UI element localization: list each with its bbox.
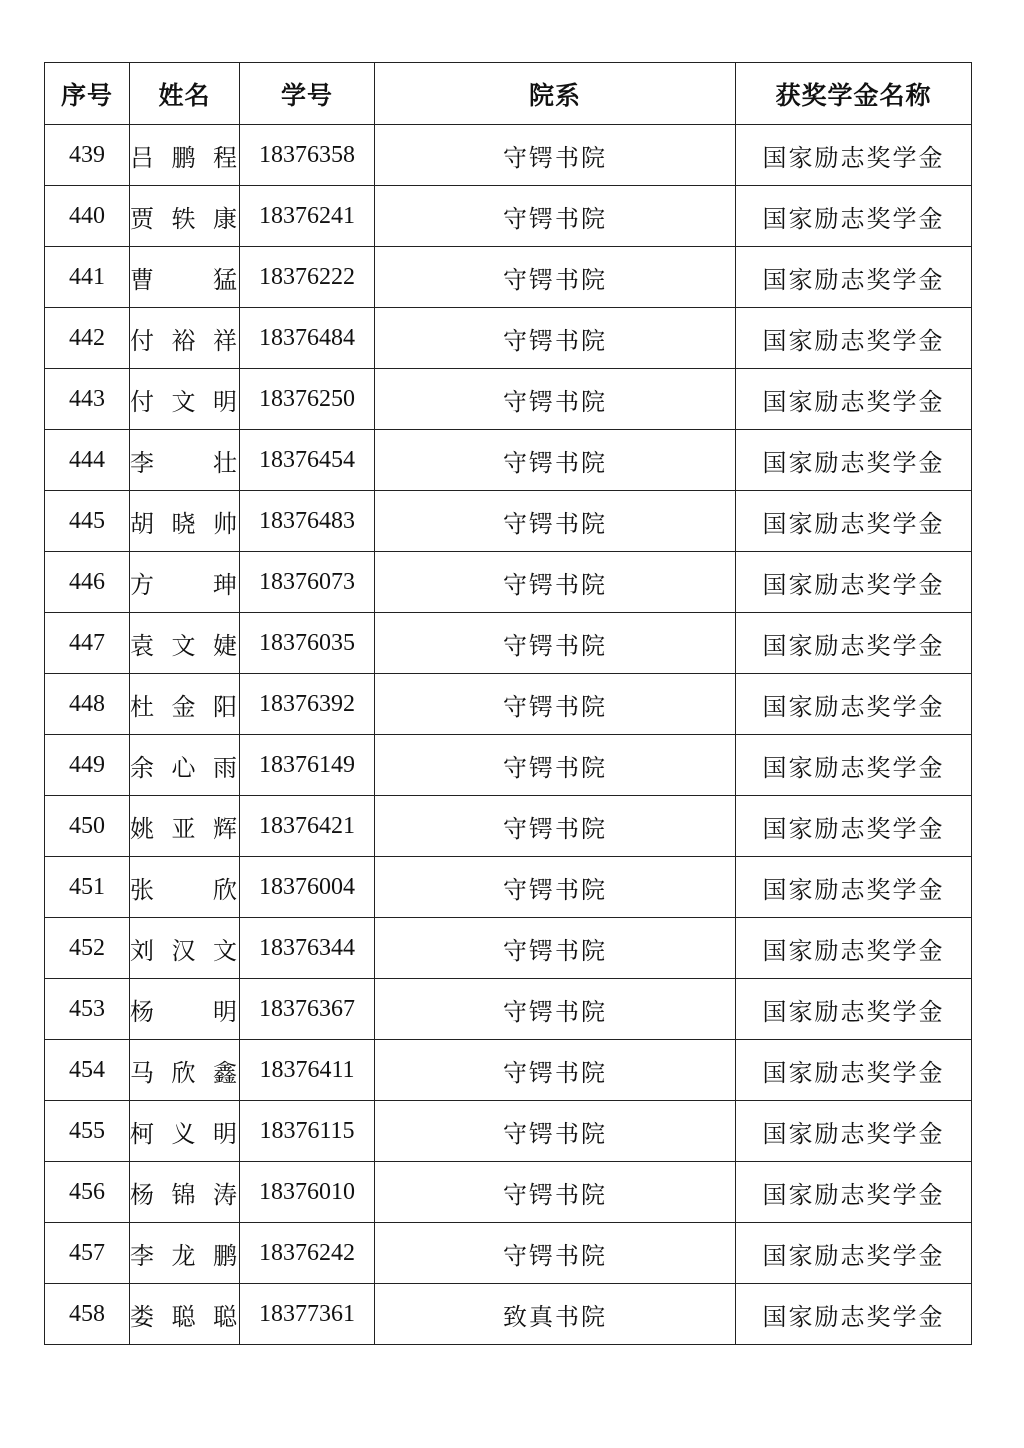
cell-student-id: 18376010 xyxy=(240,1162,375,1223)
cell-name: 李龙鹏 xyxy=(130,1223,240,1284)
cell-college: 守锷书院 xyxy=(375,674,736,735)
cell-index: 455 xyxy=(45,1101,130,1162)
cell-college: 守锷书院 xyxy=(375,308,736,369)
cell-name: 袁文婕 xyxy=(130,613,240,674)
cell-college: 守锷书院 xyxy=(375,735,736,796)
cell-index: 443 xyxy=(45,369,130,430)
cell-college: 守锷书院 xyxy=(375,1040,736,1101)
cell-index: 445 xyxy=(45,491,130,552)
cell-student-id: 18376392 xyxy=(240,674,375,735)
cell-index: 449 xyxy=(45,735,130,796)
table-row xyxy=(45,1223,972,1284)
cell-index: 442 xyxy=(45,308,130,369)
cell-index: 451 xyxy=(45,857,130,918)
cell-name: 付裕祥 xyxy=(130,308,240,369)
table-row xyxy=(45,308,972,369)
cell-index: 456 xyxy=(45,1162,130,1223)
cell-award: 国家励志奖学金 xyxy=(736,796,972,857)
header-college: 院系 xyxy=(375,63,736,125)
cell-award: 国家励志奖学金 xyxy=(736,308,972,369)
cell-student-id: 18376222 xyxy=(240,247,375,308)
header-name: 姓名 xyxy=(130,63,240,125)
cell-name: 付文明 xyxy=(130,369,240,430)
cell-name: 张 欣 xyxy=(130,857,240,918)
table-body xyxy=(45,125,972,1345)
header-award: 获奖学金名称 xyxy=(736,63,972,125)
cell-award: 国家励志奖学金 xyxy=(736,735,972,796)
table-row xyxy=(45,552,972,613)
table-row xyxy=(45,857,972,918)
cell-award: 国家励志奖学金 xyxy=(736,613,972,674)
cell-student-id: 18376149 xyxy=(240,735,375,796)
table-row xyxy=(45,735,972,796)
cell-student-id: 18376454 xyxy=(240,430,375,491)
cell-index: 446 xyxy=(45,552,130,613)
cell-index: 440 xyxy=(45,186,130,247)
cell-college: 守锷书院 xyxy=(375,857,736,918)
cell-index: 457 xyxy=(45,1223,130,1284)
scholarship-table xyxy=(44,62,972,1345)
cell-index: 458 xyxy=(45,1284,130,1345)
cell-college: 守锷书院 xyxy=(375,918,736,979)
table-row xyxy=(45,1162,972,1223)
cell-award: 国家励志奖学金 xyxy=(736,1284,972,1345)
cell-college: 守锷书院 xyxy=(375,430,736,491)
cell-award: 国家励志奖学金 xyxy=(736,857,972,918)
cell-index: 452 xyxy=(45,918,130,979)
cell-college: 守锷书院 xyxy=(375,552,736,613)
table-row xyxy=(45,491,972,552)
cell-student-id: 18376250 xyxy=(240,369,375,430)
cell-award: 国家励志奖学金 xyxy=(736,186,972,247)
cell-index: 439 xyxy=(45,125,130,186)
cell-name: 方 珅 xyxy=(130,552,240,613)
cell-award: 国家励志奖学金 xyxy=(736,1223,972,1284)
cell-award: 国家励志奖学金 xyxy=(736,552,972,613)
header-index: 序号 xyxy=(45,63,130,125)
cell-award: 国家励志奖学金 xyxy=(736,1162,972,1223)
table-row xyxy=(45,430,972,491)
cell-college: 守锷书院 xyxy=(375,369,736,430)
cell-name: 姚亚辉 xyxy=(130,796,240,857)
cell-student-id: 18376241 xyxy=(240,186,375,247)
cell-index: 441 xyxy=(45,247,130,308)
cell-index: 447 xyxy=(45,613,130,674)
cell-award: 国家励志奖学金 xyxy=(736,1040,972,1101)
table-row xyxy=(45,1101,972,1162)
cell-student-id: 18376421 xyxy=(240,796,375,857)
cell-student-id: 18376242 xyxy=(240,1223,375,1284)
cell-college: 守锷书院 xyxy=(375,125,736,186)
cell-college: 守锷书院 xyxy=(375,491,736,552)
table-row xyxy=(45,1040,972,1101)
cell-name: 胡晓帅 xyxy=(130,491,240,552)
cell-student-id: 18376344 xyxy=(240,918,375,979)
cell-college: 守锷书院 xyxy=(375,1162,736,1223)
cell-name: 余心雨 xyxy=(130,735,240,796)
cell-index: 450 xyxy=(45,796,130,857)
cell-student-id: 18376484 xyxy=(240,308,375,369)
cell-index: 454 xyxy=(45,1040,130,1101)
cell-college: 守锷书院 xyxy=(375,247,736,308)
cell-name: 杨锦涛 xyxy=(130,1162,240,1223)
table-row xyxy=(45,186,972,247)
cell-award: 国家励志奖学金 xyxy=(736,979,972,1040)
cell-award: 国家励志奖学金 xyxy=(736,247,972,308)
table-row xyxy=(45,979,972,1040)
cell-student-id: 18376411 xyxy=(240,1040,375,1101)
cell-name: 吕鹏程 xyxy=(130,125,240,186)
cell-college: 守锷书院 xyxy=(375,1101,736,1162)
cell-student-id: 18376483 xyxy=(240,491,375,552)
cell-award: 国家励志奖学金 xyxy=(736,1101,972,1162)
cell-award: 国家励志奖学金 xyxy=(736,918,972,979)
table-row xyxy=(45,613,972,674)
cell-college: 守锷书院 xyxy=(375,613,736,674)
cell-student-id: 18376358 xyxy=(240,125,375,186)
table-row xyxy=(45,918,972,979)
cell-student-id: 18376367 xyxy=(240,979,375,1040)
cell-student-id: 18376004 xyxy=(240,857,375,918)
cell-name: 马欣鑫 xyxy=(130,1040,240,1101)
cell-index: 444 xyxy=(45,430,130,491)
cell-name: 曹 猛 xyxy=(130,247,240,308)
table-row xyxy=(45,796,972,857)
cell-award: 国家励志奖学金 xyxy=(736,369,972,430)
table-row xyxy=(45,674,972,735)
cell-name: 杨 明 xyxy=(130,979,240,1040)
cell-student-id: 18376115 xyxy=(240,1101,375,1162)
table-row xyxy=(45,125,972,186)
cell-name: 刘汉文 xyxy=(130,918,240,979)
cell-college: 守锷书院 xyxy=(375,796,736,857)
cell-student-id: 18376073 xyxy=(240,552,375,613)
cell-college: 守锷书院 xyxy=(375,979,736,1040)
cell-index: 453 xyxy=(45,979,130,1040)
cell-award: 国家励志奖学金 xyxy=(736,125,972,186)
cell-index: 448 xyxy=(45,674,130,735)
cell-award: 国家励志奖学金 xyxy=(736,491,972,552)
cell-student-id: 18376035 xyxy=(240,613,375,674)
header-student-id: 学号 xyxy=(240,63,375,125)
cell-college: 致真书院 xyxy=(375,1284,736,1345)
table-row xyxy=(45,1284,972,1345)
table-row xyxy=(45,247,972,308)
cell-college: 守锷书院 xyxy=(375,186,736,247)
cell-name: 杜金阳 xyxy=(130,674,240,735)
cell-name: 李 壮 xyxy=(130,430,240,491)
cell-college: 守锷书院 xyxy=(375,1223,736,1284)
cell-award: 国家励志奖学金 xyxy=(736,430,972,491)
cell-name: 贾轶康 xyxy=(130,186,240,247)
table-row xyxy=(45,369,972,430)
cell-name: 柯义明 xyxy=(130,1101,240,1162)
cell-name: 娄聪聪 xyxy=(130,1284,240,1345)
table-header-row xyxy=(45,63,972,125)
cell-student-id: 18377361 xyxy=(240,1284,375,1345)
cell-award: 国家励志奖学金 xyxy=(736,674,972,735)
